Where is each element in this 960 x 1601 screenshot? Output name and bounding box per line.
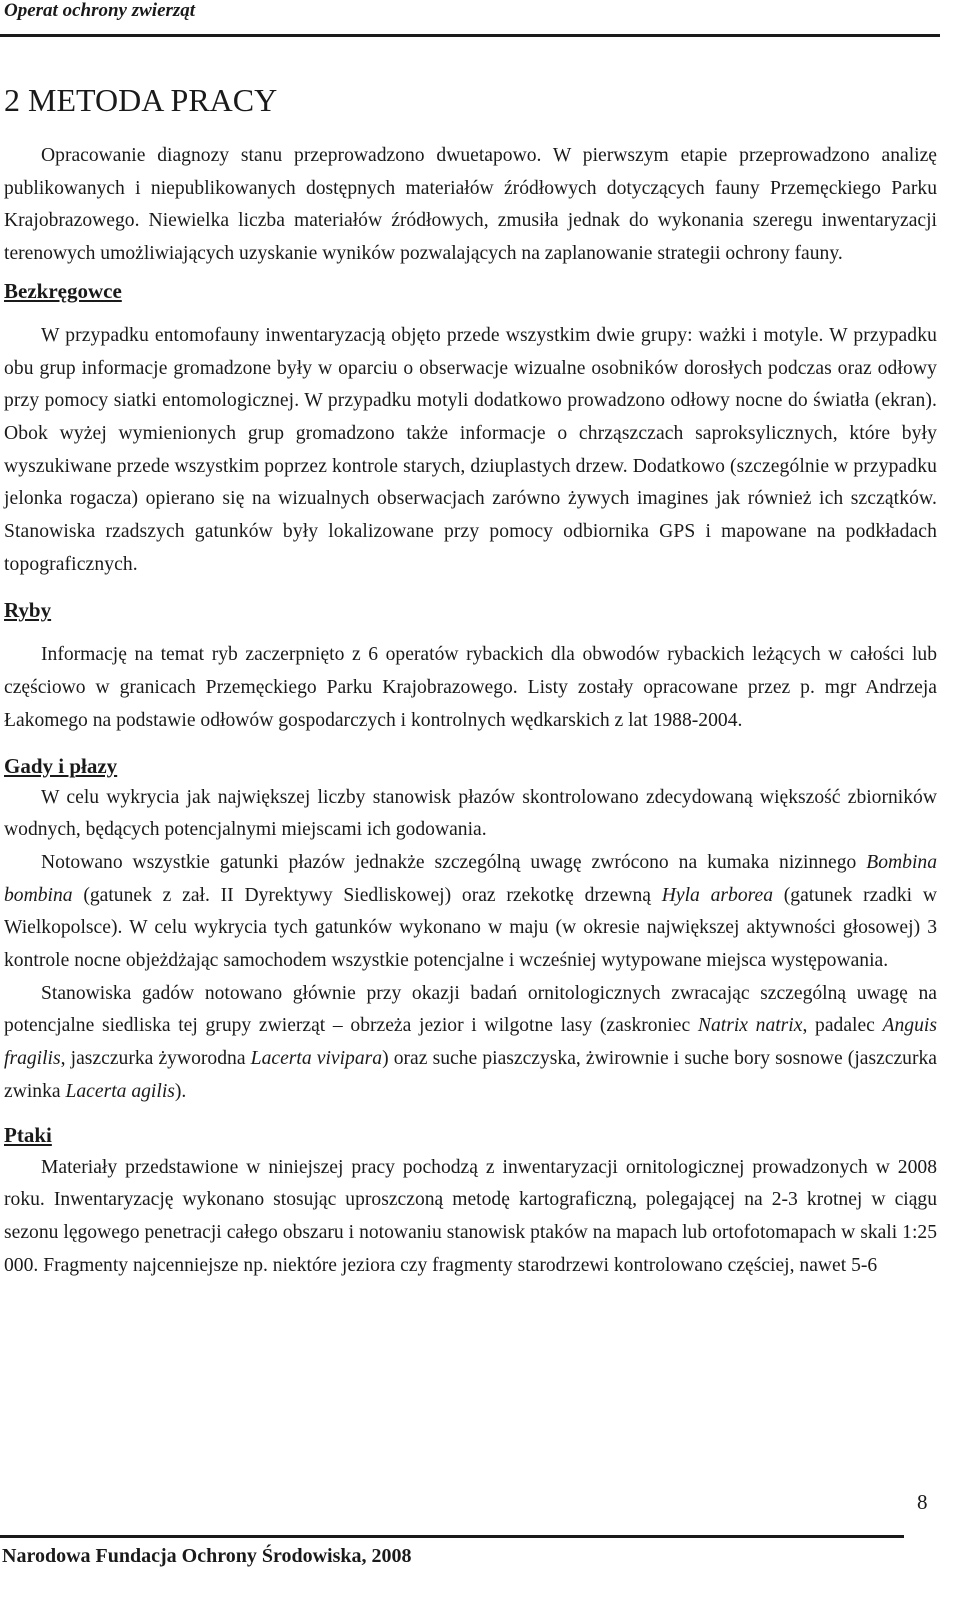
page-header	[0, 0, 940, 37]
page-number: 8	[917, 1490, 928, 1514]
header-title: Operat ochrony zwierząt	[4, 0, 196, 21]
species-name: Bombina bombina	[4, 851, 937, 906]
section-heading-gady-plazy: Gady i płazy	[4, 753, 118, 778]
gady-paragraph-1: W celu wykrycia jak największej liczby stanowisk płazów skontrolowano zdecydowaną większość zbiorników wodnych, będących potencjalnymi miejscami ich godowania.	[4, 786, 937, 841]
ptaki-paragraph: Materiały przedstawione w niniejszej pracy pochodzą z inwentaryzacji ornitologicznej prowadzonych w 2008 roku. Inwentaryzację wykonano stosując uproszczoną metodę kartograficzną, polegającej na 2-3 krotnej w ciągu sezonu lęgowego penetracji całego obszaru i notowaniu stanowisk ptaków na mapach lub ortofotomapach w skali 1:25 000. Fragmenty najcenniejsze np. niektóre jeziora czy fragmenty starodrzewi kontrolowano częściej, nawet 5-6	[4, 1156, 937, 1276]
gady-paragraph-2: Notowano wszystkie gatunki płazów jednakże szczególną uwagę zwrócono na kumaka nizinnego Bombina bombina (gatunek z zał. II Dyrektywy Siedliskowej) oraz rzekotkę drzewną Hyla arborea (gatunek rzadki w Wielkopolsce). W celu wykrycia tych gatunków wykonano w maju (w okresie największej aktywności głosowej) 3 kontrole nocne objeżdżając samochodem wszystkie potencjalne i wcześniej wytypowane miejsca występowania.	[4, 851, 937, 972]
species-name: Natrix natrix	[697, 1015, 803, 1037]
section-heading-ryby: Ryby	[4, 598, 52, 623]
species-name: Lacerta agilis	[65, 1080, 175, 1102]
intro-paragraph: Opracowanie diagnozy stanu przeprowadzono dwuetapowo. W pierwszym etapie przeprowadzono analizę publikowanych i niepublikowanych dostępnych materiałów źródłowych dotyczących fauny Przemęckiego Parku Krajobrazowego. Niewielka liczba materiałów źródłowych, zmusiła jednak do wykonania szeregu inwentaryzacji terenowych umożliwiających uzyskanie wyników pozwalających na zaplanowanie strategii ochrony fauny.	[4, 145, 937, 265]
species-name: Lacerta vivipara	[250, 1048, 383, 1070]
section-heading-bezkregowce: Bezkręgowce	[4, 278, 122, 303]
footer-text: Narodowa Fundacja Ochrony Środowiska, 2008	[2, 1545, 412, 1567]
species-name: Anguis fragilis	[4, 1015, 937, 1070]
section-heading-ptaki: Ptaki	[4, 1122, 52, 1147]
ryby-paragraph: Informację na temat ryb zaczerpnięto z 6 operatów rybackich dla obwodów rybackich leżących w całości lub częściowo w granicach Przemęckiego Parku Krajobrazowego. Listy zostały opracowane przez p. mgr Andrzeja Łakomego na podstawie odłowów gospodarczych i kontrolnych wędkarskich z lat 1988-2004.	[4, 644, 937, 731]
document-body	[4, 140, 937, 1282]
bezkregowce-paragraph: W przypadku entomofauny inwentaryzacją objęto przede wszystkim dwie grupy: ważki i motyle. W przypadku obu grup informacje gromadzone były w oparciu o obserwacje wizualne osobników dorosłych podczas oraz odłowy przy pomocy siatki entomologicznej. W przypadku motyli dodatkowo prowadzono odłowy nocne do światła (ekran). Obok wyżej wymienionych grup gromadzono także informacje o chrząszczach saproksylicznych, które były wyszukiwane przede wszystkim poprzez kontrole starych, dziuplastych drzew. Dodatkowo (szczególnie w przypadku jelonka rogacza) opierano się na wizualnych obserwacjach zarówno żywych imagines jak również ich szczątków. Stanowiska rzadszych gatunków były lokalizowane przy pomocy odbiornika GPS i mapowane na podkładach topograficznych.	[4, 324, 937, 575]
chapter-title: 2 METODA PRACY	[4, 82, 278, 118]
species-name: Hyla arborea	[661, 884, 774, 906]
gady-paragraph-3: Stanowiska gadów notowano głównie przy okazji badań ornitologicznych zwracając szczególną uwagę na potencjalne siedliska tej grupy zwierząt – obrzeża jezior i wilgotne lasy (zaskroniec Natrix natrix, padalec Anguis fragilis, jaszczurka żyworodna Lacerta vivipara) oraz suche piaszczyska, żwirownie i suche bory sosnowe (jaszczurka zwinka Lacerta agilis).	[4, 982, 937, 1102]
footer-divider	[0, 1535, 904, 1538]
